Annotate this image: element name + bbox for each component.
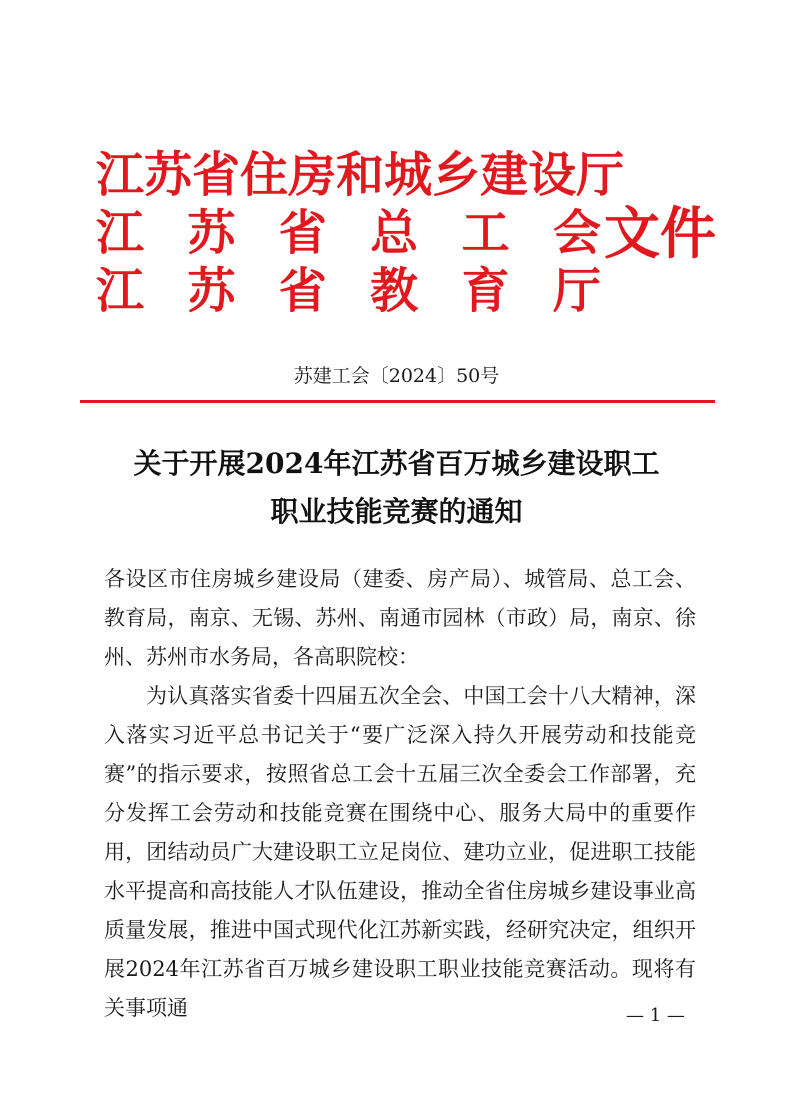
issuer-char: 厅 bbox=[552, 263, 601, 319]
issuer-char: 江 bbox=[96, 205, 145, 261]
document-title bbox=[60, 440, 733, 536]
issuer-char: 省 bbox=[278, 263, 327, 319]
issuer-char: 房 bbox=[288, 147, 337, 203]
issuer-char: 厅 bbox=[576, 147, 625, 203]
body-paragraph-1: 为认真落实省委十四届五次全会、中国工会十八大精神，深入落实习近平总书记关于“要广泛深入持久开展劳动和技能竞赛”的指示要求，按照省总工会十五届三次全委会工作部署，充分发挥工会劳动和技能竞赛在围绕中心、服务大局中的重要作用，团结动员广大建设职工立足岗位、建功立业，促进职工技能水平提高和高技能人才队伍建设，推动全省住房城乡建设事业高质量发展，推进中国式现代化江苏新实践，经研究决定，组织开展2024年江苏省百万城乡建设职工职业技能竞赛活动。现将有关事项通 bbox=[104, 684, 696, 1020]
issuer-line-housing-department bbox=[96, 146, 625, 204]
issuer-char: 和 bbox=[336, 147, 385, 203]
document-body bbox=[104, 560, 696, 1028]
title-line-2: 职业技能竞赛的通知 bbox=[270, 495, 523, 528]
issuer-char: 乡 bbox=[432, 147, 481, 203]
issuer-char: 育 bbox=[461, 263, 510, 319]
issuer-char: 苏 bbox=[187, 205, 236, 261]
issuer-char: 工 bbox=[461, 205, 510, 261]
red-divider-line bbox=[80, 400, 715, 403]
issuer-char: 省 bbox=[278, 205, 327, 261]
issuer-char: 会 bbox=[552, 205, 601, 261]
issuer-char: 城 bbox=[384, 147, 433, 203]
issuer-char: 苏 bbox=[144, 147, 193, 203]
issuer-char: 省 bbox=[192, 147, 241, 203]
issuer-char: 住 bbox=[240, 147, 289, 203]
title-line-1: 关于开展2024年江苏省百万城乡建设职工 bbox=[133, 447, 660, 480]
issuer-header bbox=[96, 146, 716, 322]
page-number: — 1 — bbox=[626, 1005, 685, 1026]
document-number: 苏建工会〔2024〕50号 bbox=[293, 365, 500, 387]
addressees: 各设区市住房城乡建设局（建委、房产局）、城管局、总工会、教育局，南京、无锡、苏州、南通市园林（市政）局，南京、徐州、苏州市水务局，各高职院校： bbox=[104, 567, 696, 669]
issuer-char: 设 bbox=[528, 147, 577, 203]
issuer-line-education-department bbox=[96, 262, 601, 320]
issuer-char: 建 bbox=[480, 147, 529, 203]
issuer-char: 总 bbox=[370, 205, 419, 261]
issuer-lines bbox=[96, 146, 625, 320]
issuer-char: 教 bbox=[370, 263, 419, 319]
issuer-line-trade-union bbox=[96, 204, 601, 262]
issuer-char: 江 bbox=[96, 263, 145, 319]
issuer-char: 江 bbox=[96, 147, 145, 203]
document-suffix: 文件 bbox=[604, 201, 716, 267]
issuer-char: 苏 bbox=[187, 263, 236, 319]
